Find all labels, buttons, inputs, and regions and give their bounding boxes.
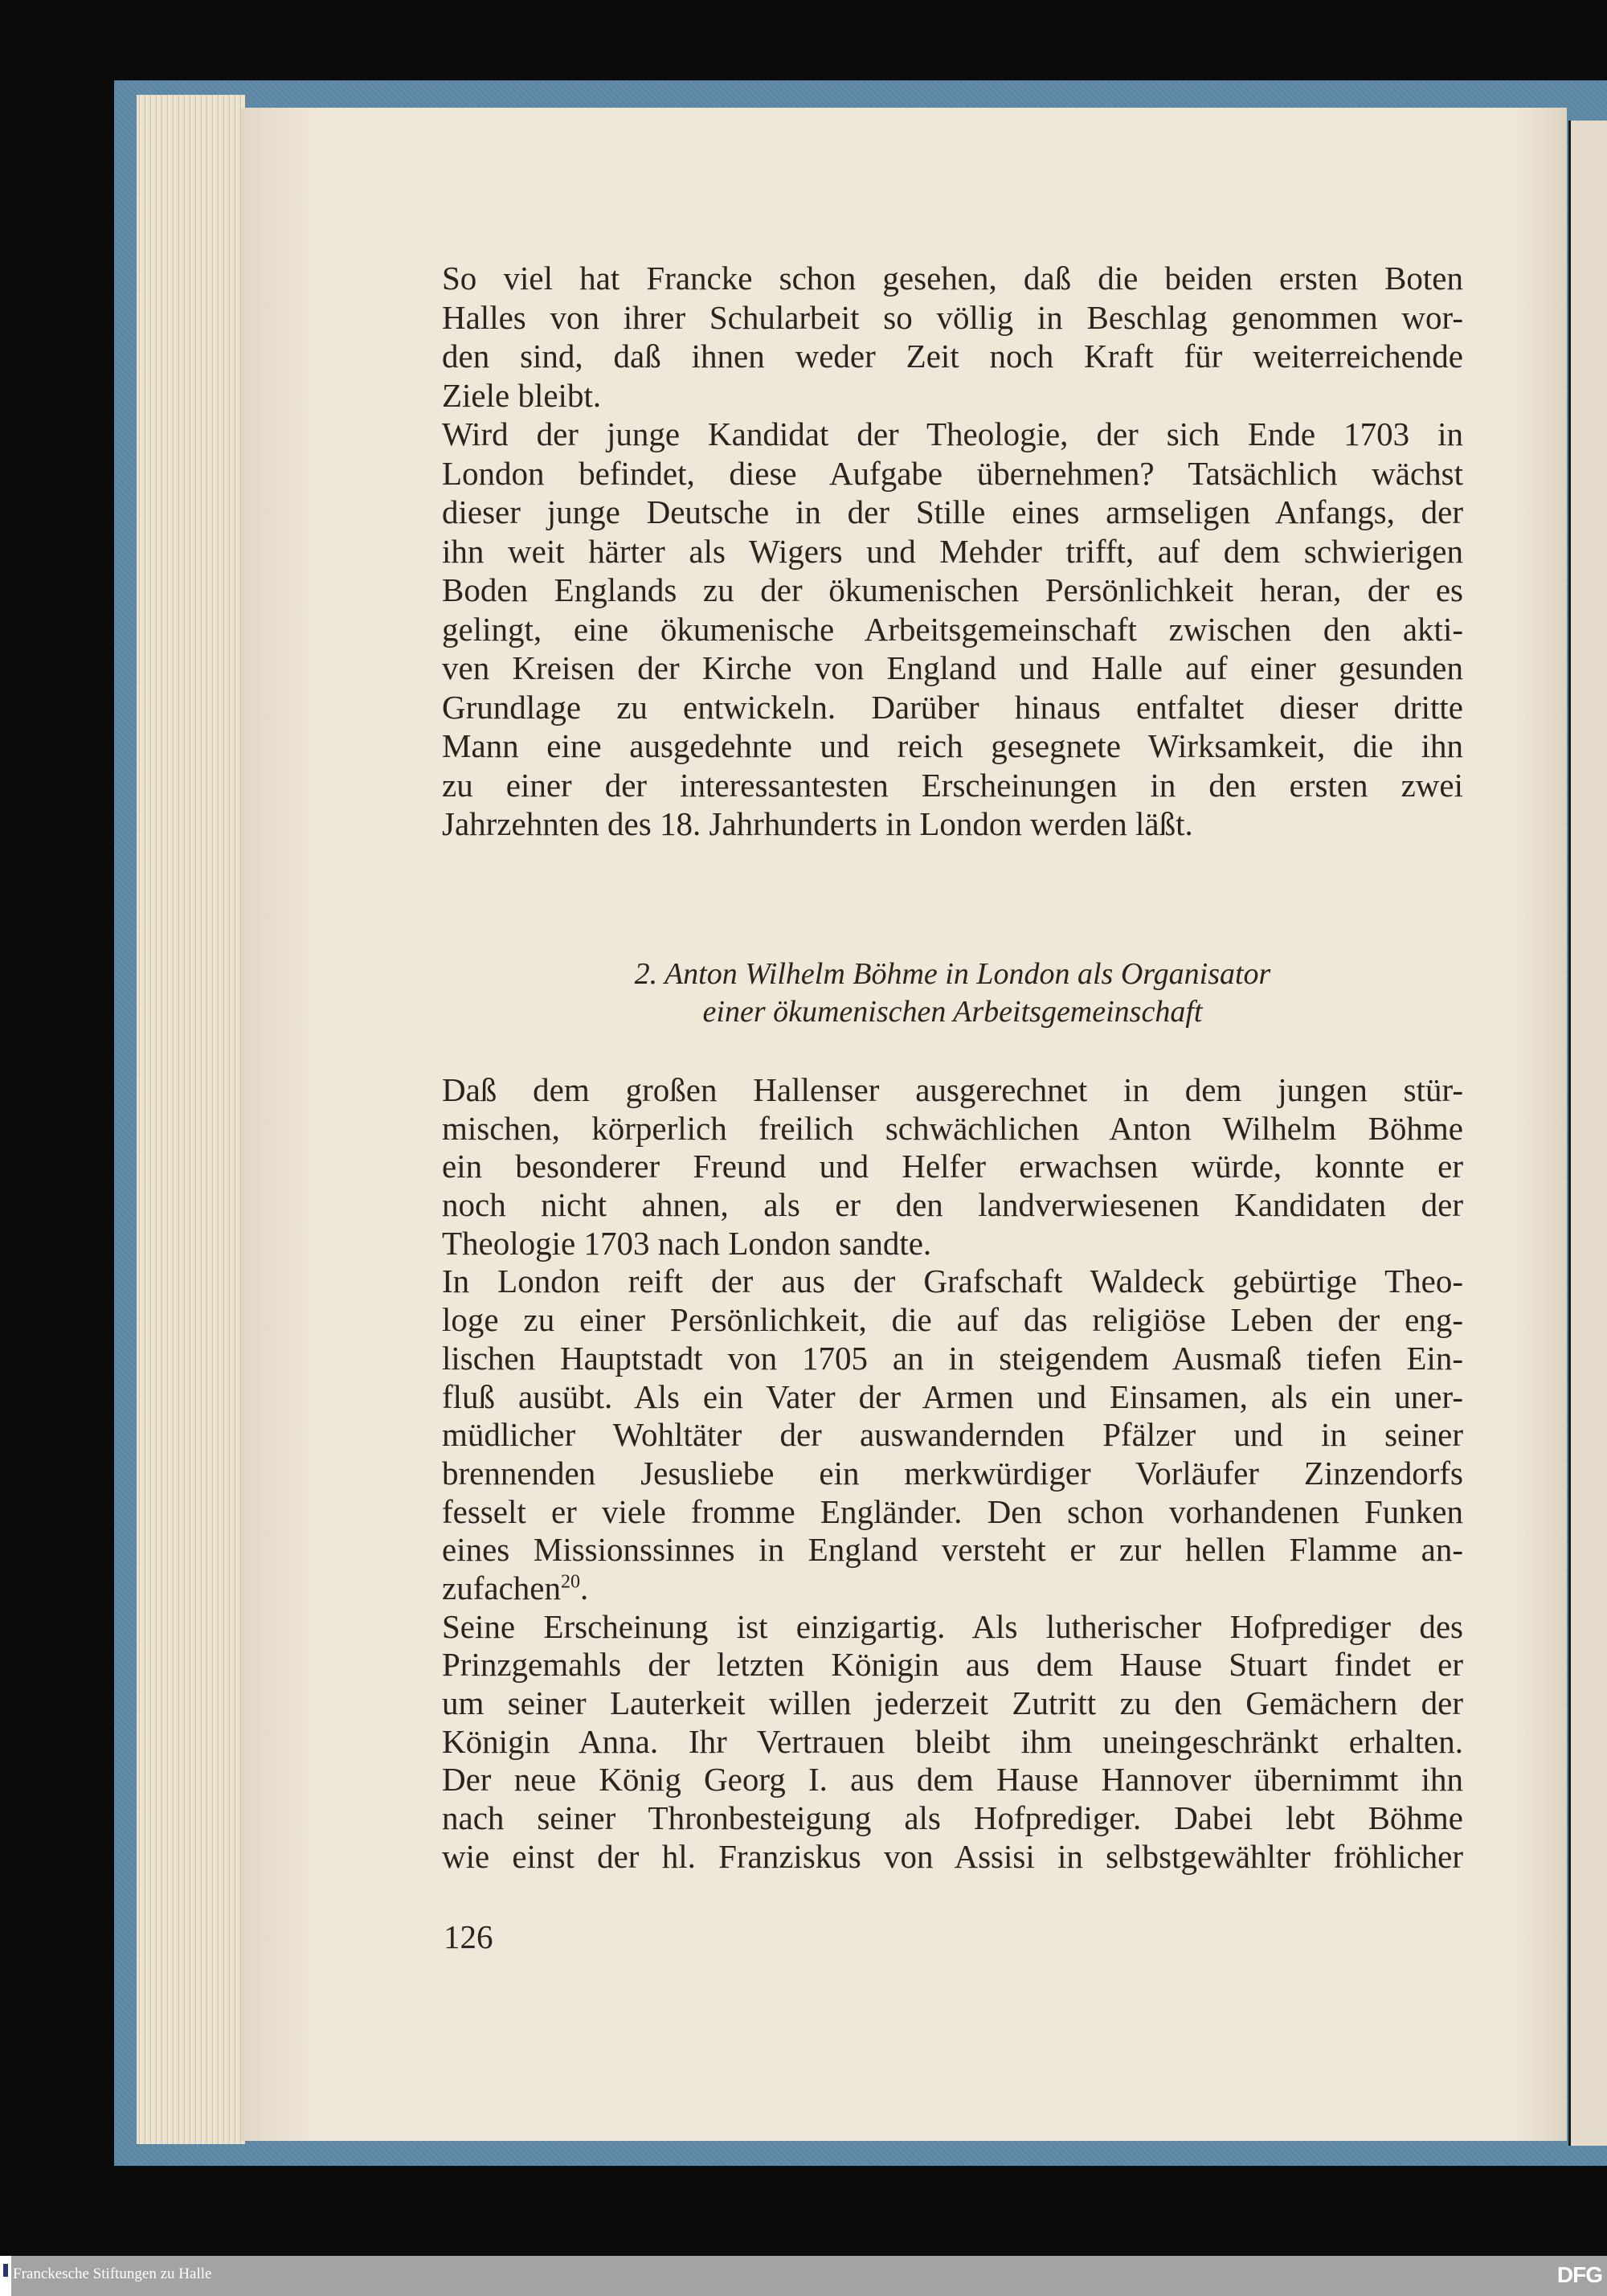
text-line: London befindet, diese Aufgabe übernehmen? Tatsächlich wächst <box>442 454 1463 492</box>
text-fragment: zufachen <box>442 1569 561 1606</box>
text-line: ein besonderer Freund und Helfer erwachsen würde, konnte er <box>442 1148 1463 1185</box>
text-block-bottom <box>442 1071 1463 1876</box>
paragraph <box>442 1071 1463 1263</box>
text-line: So viel hat Francke schon gesehen, daß die beiden ersten Boten <box>442 260 1463 297</box>
viewer-footer-bar <box>0 2256 1607 2296</box>
heading-line: einer ökumenischen Arbeitsgemeinschaft <box>702 995 1203 1029</box>
footnote-reference: 20 <box>560 1571 580 1593</box>
text-line: nach seiner Thronbesteigung als Hofprediger. Dabei lebt Böhme <box>442 1799 1463 1837</box>
text-line: Seine Erscheinung ist einzigartig. Als lutherischer Hofprediger des <box>442 1607 1463 1645</box>
facing-page-edge <box>1568 121 1607 2146</box>
page-number: 126 <box>444 1918 493 1955</box>
paragraph <box>442 415 1463 844</box>
text-line: Der neue König Georg I. aus dem Hause Hannover übernimmt ihn <box>442 1761 1463 1799</box>
institution-logo-icon <box>0 2256 11 2296</box>
text-line: ihn weit härter als Wigers und Mehder trifft, auf dem schwierigen <box>442 532 1463 570</box>
text-line: Grundlage zu entwickeln. Darüber hinaus entfaltet dieser dritte <box>442 688 1463 726</box>
text-line: loge zu einer Persönlichkeit, die auf das religiöse Leben der eng- <box>442 1301 1463 1339</box>
text-line: zu einer der interessantesten Erscheinungen in den ersten zwei <box>442 766 1463 804</box>
institution-name: Franckesche Stiftungen zu Halle <box>13 2265 212 2282</box>
text-fragment: . <box>579 1569 589 1606</box>
text-line: mischen, körperlich freilich schwächlichen Anton Wilhelm Böhme <box>442 1109 1463 1147</box>
text-line: fesselt er viele fromme Engländer. Den schon vorhandenen Funken <box>442 1492 1463 1530</box>
text-line: In London reift der aus der Grafschaft Waldeck gebürtige Theo- <box>442 1263 1463 1300</box>
text-line: müdlicher Wohltäter der auswandernden Pfälzer und in seiner <box>442 1416 1463 1454</box>
text-block-top <box>442 259 1463 844</box>
text-line: lischen Hauptstadt von 1705 an in steigendem Ausmaß tiefen Ein- <box>442 1339 1463 1377</box>
dfg-logo: DFG <box>1556 2262 1602 2287</box>
paragraph <box>442 259 1463 415</box>
text-line: Ziele bleibt. <box>442 376 602 414</box>
text-line: dieser junge Deutsche in der Stille eines armseligen Anfangs, der <box>442 493 1463 530</box>
paragraph <box>442 1608 1463 1876</box>
text-line: Daß dem großen Hallenser ausgerechnet in dem jungen stür- <box>442 1071 1463 1108</box>
paragraph <box>442 1263 1463 1607</box>
section-heading <box>442 956 1463 1031</box>
text-line: wie einst der hl. Franziskus von Assisi in selbstgewählter fröhlicher <box>442 1837 1463 1875</box>
text-line: Halles von ihrer Schularbeit so völlig in Beschlag genommen wor- <box>442 298 1463 336</box>
text-line: Prinzgemahls der letzten Königin aus dem Hause Stuart findet er <box>442 1646 1463 1684</box>
page-stack-edge <box>137 95 245 2144</box>
text-line <box>442 1570 1463 1608</box>
text-line: Boden Englands zu der ökumenischen Persönlichkeit heran, der es <box>442 571 1463 608</box>
text-line: Wird der junge Kandidat der Theologie, der sich Ende 1703 in <box>442 415 1463 452</box>
text-line: fluß ausübt. Als ein Vater der Armen und Einsamen, als ein uner- <box>442 1377 1463 1415</box>
text-line: gelingt, eine ökumenische Arbeitsgemeinschaft zwischen den akti- <box>442 610 1463 648</box>
text-line: brennenden Jesusliebe ein merkwürdiger Vorläufer Zinzendorfs <box>442 1454 1463 1492</box>
text-line: Mann eine ausgedehnte und reich gesegnete Wirksamkeit, die ihn <box>442 727 1463 764</box>
text-line: den sind, daß ihnen weder Zeit noch Kraft für weiterreichende <box>442 338 1463 374</box>
text-line: ven Kreisen der Kirche von England und Halle auf einer gesunden <box>442 649 1463 686</box>
text-line: Jahrzehnten des 18. Jahrhunderts in London werden läßt. <box>442 805 1193 842</box>
text-line: Theologie 1703 nach London sandte. <box>442 1224 932 1262</box>
text-line: eines Missionssinnes in England versteht er zur hellen Flamme an- <box>442 1531 1463 1569</box>
text-line: um seiner Lauterkeit willen jederzeit Zutritt zu den Gemächern der <box>442 1684 1463 1721</box>
heading-line: 2. Anton Wilhelm Böhme in London als Organisator <box>634 957 1271 991</box>
text-line: noch nicht ahnen, als er den landverwiesenen Kandidaten der <box>442 1186 1463 1224</box>
text-line: Königin Anna. Ihr Vertrauen bleibt ihm uneingeschränkt erhalten. <box>442 1722 1463 1760</box>
